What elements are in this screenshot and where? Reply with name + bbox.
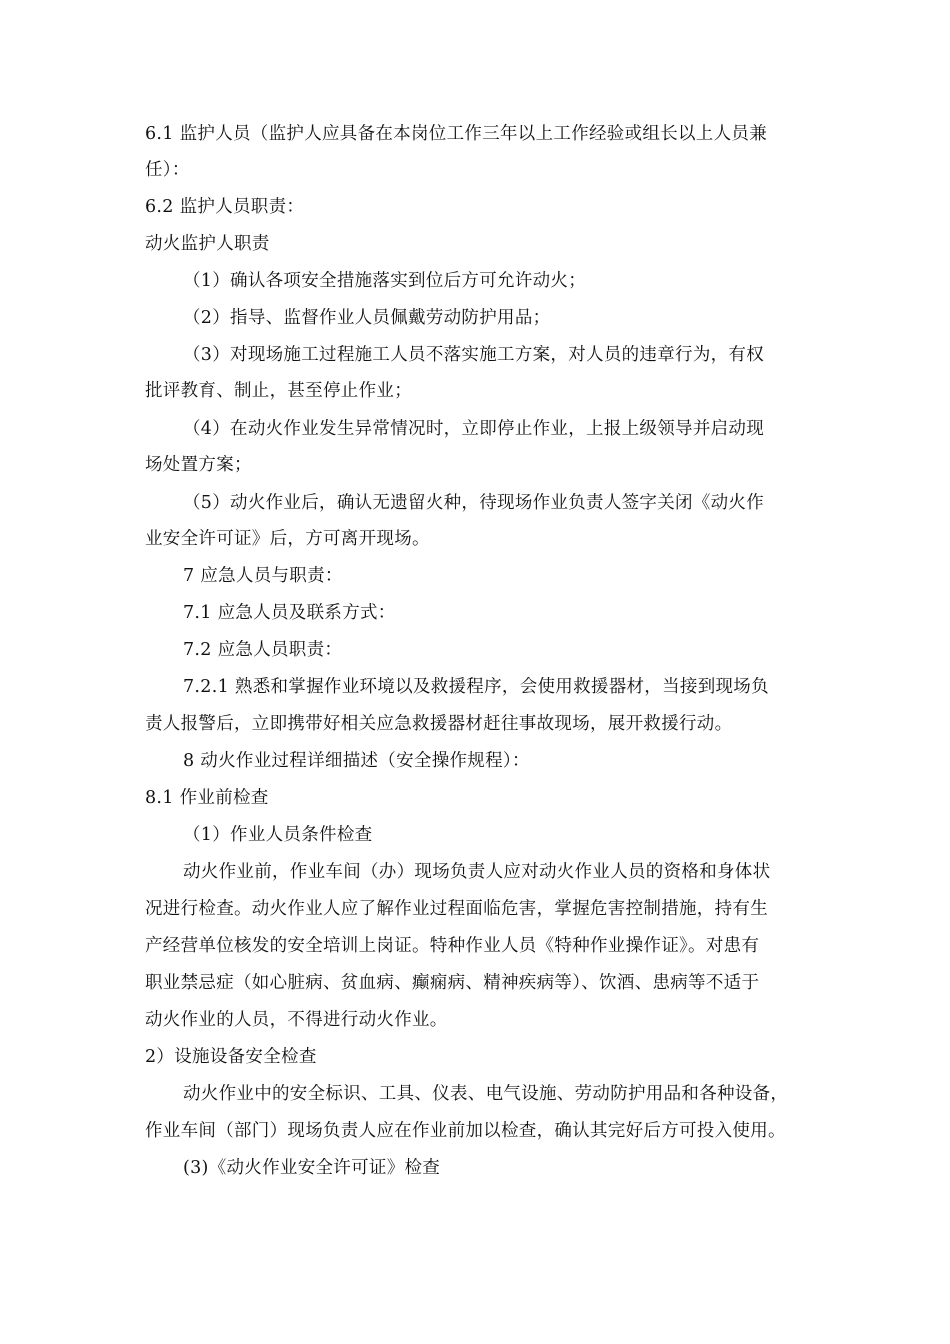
text-line: 6.1 监护人员（监护人应具备在本岗位工作三年以上工作经验或组长以上人员兼 — [145, 124, 767, 144]
text-line: 场处置方案； — [145, 455, 252, 475]
text-line: 产经营单位核发的安全培训上岗证。特种作业人员《特种作业操作证》。对患有 — [145, 936, 760, 956]
subsection-heading: 7.1 应急人员及联系方式： — [183, 603, 396, 623]
subsection-heading: 7.2 应急人员职责： — [183, 640, 343, 660]
text-line: 职业禁忌症（如心脏病、贫血病、癫痫病、精神疾病等）、饮酒、患病等不适于 — [145, 973, 760, 993]
section-heading: 8 动火作业过程详细描述（安全操作规程）： — [183, 751, 530, 771]
text-line: 动火作业前，作业车间（办）现场负责人应对动火作业人员的资格和身体状 — [183, 862, 771, 882]
list-item: （1）确认各项安全措施落实到位后方可允许动火； — [183, 271, 587, 291]
text-line: 任）： — [145, 160, 190, 180]
section-heading: 6.2 监护人员职责： — [145, 197, 305, 217]
text-line: 责人报警后，立即携带好相关应急救援器材赶往事故现场，展开救援行动。 — [145, 714, 733, 734]
text-line: 业安全许可证》后，方可离开现场。 — [145, 529, 430, 549]
list-item: (3)《动火作业安全许可证》检查 — [183, 1158, 441, 1178]
text-line: 7.2.1 熟悉和掌握作业环境以及救援程序，会使用救援器材，当接到现场负 — [183, 677, 769, 697]
subsection-heading: 8.1 作业前检查 — [145, 788, 269, 808]
subsection-heading: 动火监护人职责 — [145, 234, 270, 254]
list-item: （3）对现场施工过程施工人员不落实施工方案，对人员的违章行为，有权 — [183, 345, 765, 365]
section-heading: 7 应急人员与职责： — [183, 566, 343, 586]
text-line: 动火作业中的安全标识、工具、仪表、电气设施、劳动防护用品和各种设备， — [183, 1084, 789, 1104]
list-item: 2）设施设备安全检查 — [145, 1047, 317, 1067]
text-line: 作业车间（部门）现场负责人应在作业前加以检查，确认其完好后方可投入使用。 — [145, 1121, 786, 1141]
list-item: （1）作业人员条件检查 — [183, 825, 373, 845]
list-item: （4）在动火作业发生异常情况时，立即停止作业，上报上级领导并启动现 — [183, 419, 765, 439]
list-item: （5）动火作业后，确认无遗留火种，待现场作业负责人签字关闭《动火作 — [183, 493, 765, 513]
text-line: 批评教育、制止，甚至停止作业； — [145, 381, 412, 401]
text-line: 况进行检查。动火作业人应了解作业过程面临危害，掌握危害控制措施，持有生 — [145, 899, 768, 919]
list-item: （2）指导、监督作业人员佩戴劳动防护用品； — [183, 308, 551, 328]
text-line: 动火作业的人员，不得进行动火作业。 — [145, 1010, 448, 1030]
